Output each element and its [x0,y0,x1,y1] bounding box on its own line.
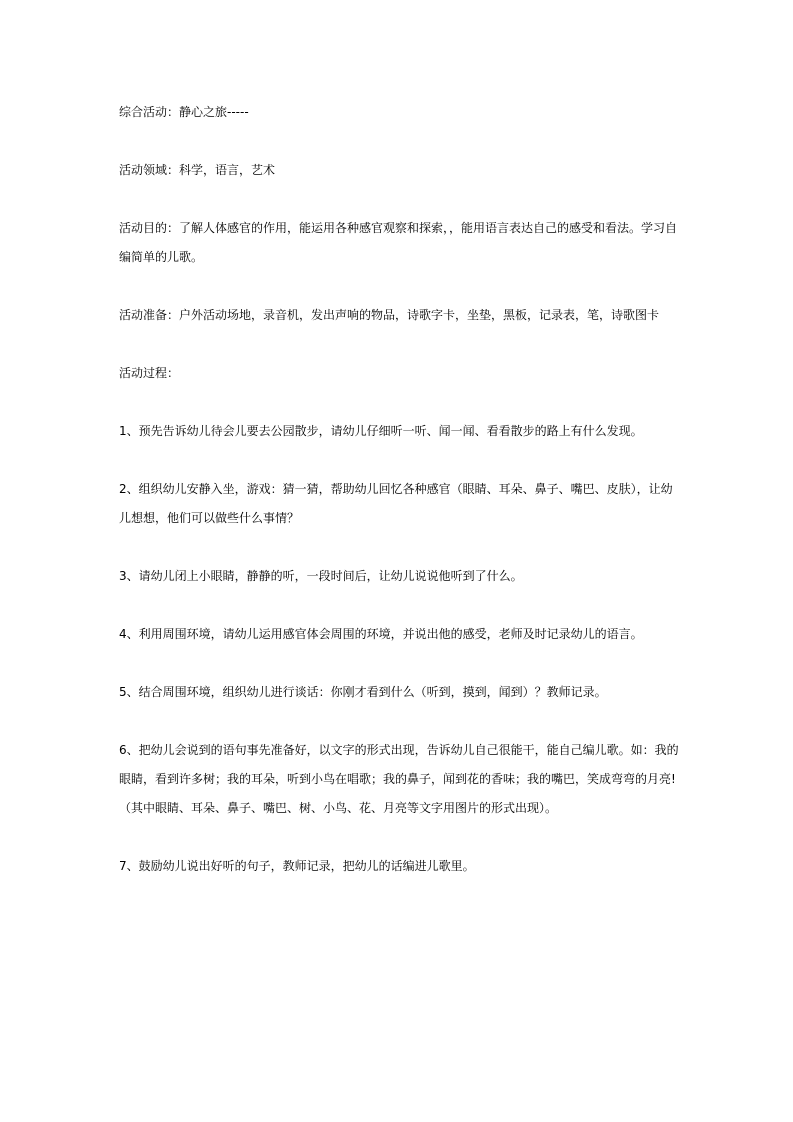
activity-preparation: 活动准备：户外活动场地，录音机，发出声响的物品，诗歌字卡，坐垫，黑板，记录表，笔，诗歌图卡 [119,308,660,322]
activity-title: 综合活动：静心之旅----- [119,105,249,119]
process-step-4: 4、利用周围环境，请幼儿运用感官体会周围的环境，并说出他的感受，老师及时记录幼儿的语言。 [119,627,643,641]
activity-process-heading: 活动过程： [119,366,180,380]
process-step-5: 5、结合周围环境，组织幼儿进行谈话：你刚才看到什么（听到，摸到，闻到）？教师记录。 [119,685,607,699]
process-step-3: 3、请幼儿闭上小眼睛，静静的听，一段时间后，让幼儿说说他听到了什么。 [119,569,523,583]
activity-goal: 活动目的：了解人体感官的作用，能运用各种感官观察和探索，，能用语言表达自己的感受和看法。学习自编简单的儿歌。 [119,221,678,264]
process-step-6: 6、把幼儿会说到的语句事先准备好，以文字的形式出现，告诉幼儿自己很能干，能自己编儿歌。如：我的眼睛，看到许多树；我的耳朵，听到小鸟在唱歌；我的鼻子，闻到花的香味；我的嘴巴，笑成弯弯的月亮!（其中眼睛、耳朵、鼻子、嘴巴、树、小鸟、花、月亮等文字用图片的形式出现）。 [119,743,679,815]
process-step-1: 1、预先告诉幼儿待会儿要去公园散步，请幼儿仔细听一听、闻一闻、看看散步的路上有什么发现。 [119,424,643,438]
activity-domain: 活动领域：科学，语言，艺术 [119,163,276,177]
process-step-7: 7、鼓励幼儿说出好听的句子，教师记录，把幼儿的话编进儿歌里。 [119,859,475,873]
process-step-2: 2、组织幼儿安静入坐，游戏：猜一猜，帮助幼儿回忆各种感官（眼睛、耳朵、鼻子、嘴巴、皮肤），让幼儿想想，他们可以做些什么事情？ [119,482,673,525]
